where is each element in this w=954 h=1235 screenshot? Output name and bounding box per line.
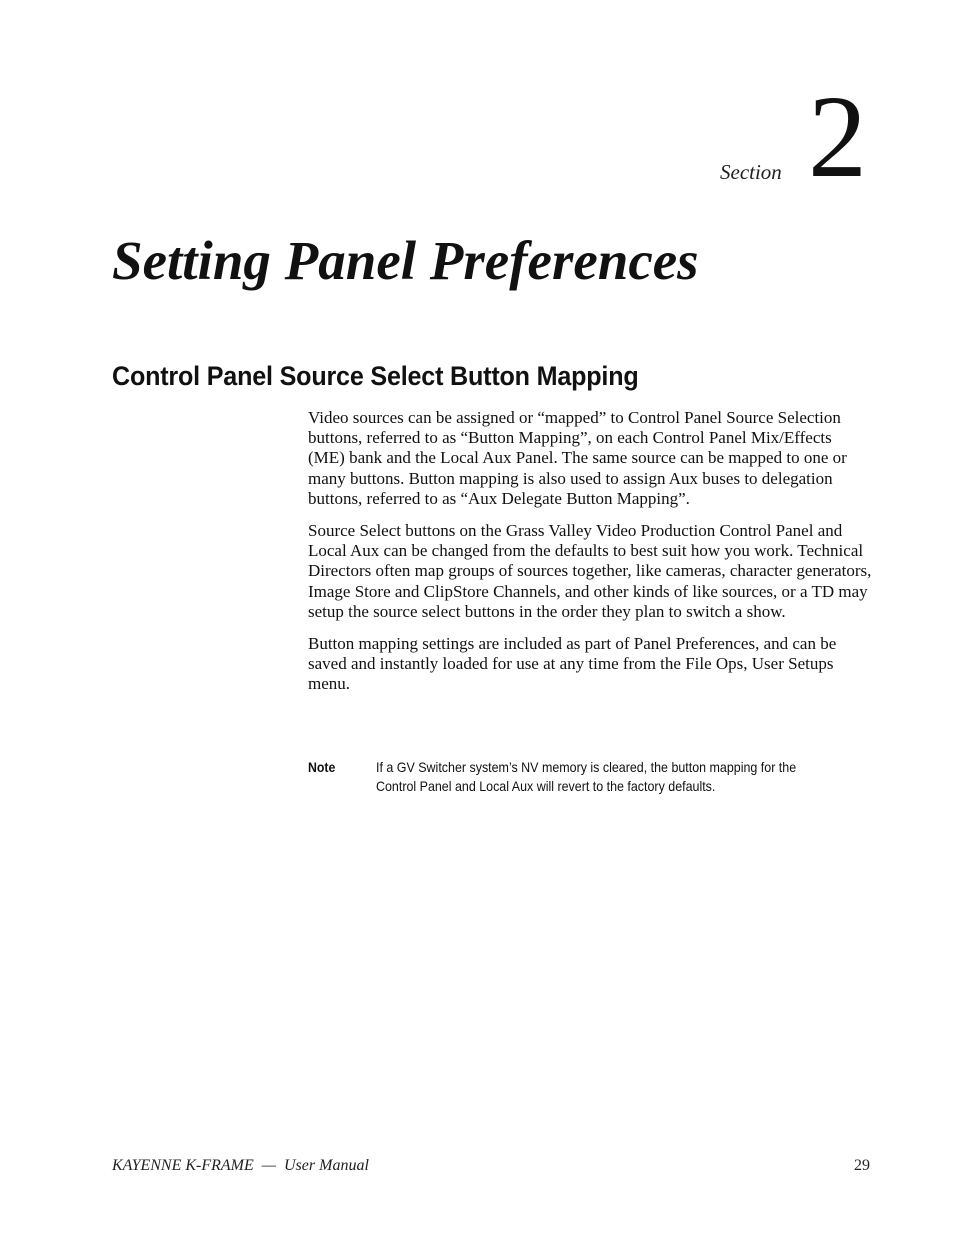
footer-manual-title: KAYENNE K-FRAME — User Manual: [112, 1157, 369, 1174]
chapter-title: Setting Panel Preferences: [112, 230, 699, 291]
section-label: Section: [720, 160, 782, 184]
section-number: 2: [808, 71, 867, 202]
paragraph-3: Button mapping settings are included as part of Panel Preferences, and can be saved and instantly loaded for use at any time from the File Ops, User Setups menu.: [308, 634, 837, 694]
paragraph-1: Video sources can be assigned or “mapped” to Control Panel Source Selection buttons, referred to as “Button Mapping”, on each Control Panel Mix/Effects (ME) bank and the Local Aux Panel. The same source can be mapped to one or many buttons. Button mapping is also used to assign Aux buses to delegation buttons, referred to as “Aux Delegate Button Mapping”.: [308, 408, 847, 508]
footer-page-number: 29: [854, 1157, 870, 1174]
body-text: [308, 408, 872, 707]
note-label: Note: [308, 759, 336, 775]
note-block: [308, 758, 872, 796]
paragraph-2: Source Select buttons on the Grass Valley Video Production Control Panel and Local Aux can be changed from the defaults to best suit how you work. Technical Directors often map groups of sources together, like cameras, character generators, Image Store and ClipStore Channels, and other kinds of like sources, or a TD may setup the source select buttons in the order they plan to switch a show.: [308, 521, 872, 621]
note-text: If a GV Switcher system’s NV memory is cleared, the button mapping for the Control Panel and Local Aux will revert to the factory defaults.: [376, 759, 797, 794]
section-heading: Control Panel Source Select Button Mapping: [112, 361, 639, 391]
